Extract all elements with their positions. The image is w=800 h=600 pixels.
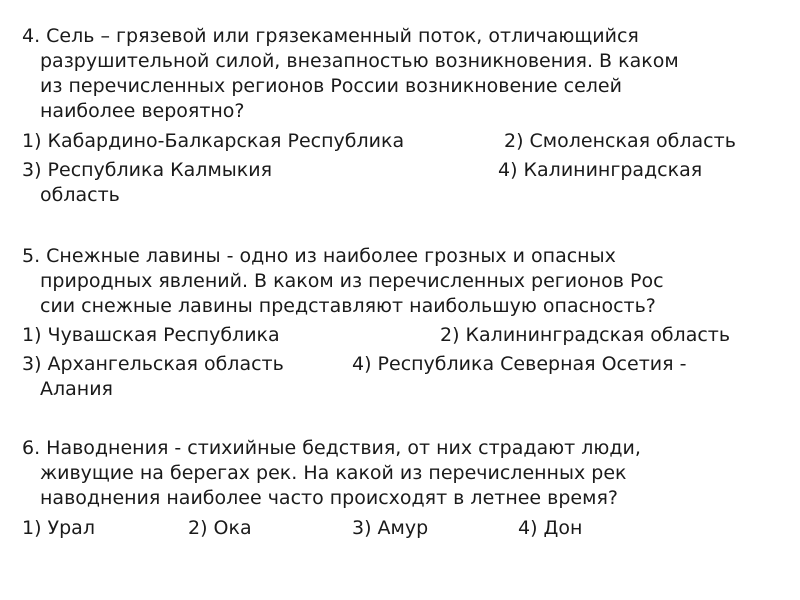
question-5-line-1: 5. Снежные лавины - одно из наиболее грозных и опасных — [22, 245, 616, 267]
question-4-option-2: 2) Смоленская область — [504, 130, 736, 152]
question-4-option-3: 3) Республика Калмыкия — [22, 159, 273, 181]
question-6-options-row — [22, 516, 782, 541]
question-5-line-3: сии снежные лавины представляют наибольшую опасность? — [40, 295, 656, 317]
question-5-text — [22, 244, 782, 319]
question-6-option-2: 2) Ока — [188, 517, 252, 539]
question-4-line-1: 4. Сель – грязевой или грязекаменный поток, отличающийся — [22, 25, 639, 47]
question-4-text — [22, 24, 782, 124]
question-4-option-4-wrap: область — [40, 184, 120, 206]
question-4-options-row-1 — [22, 129, 782, 154]
question-4-options-row-2 — [22, 158, 782, 183]
question-6-line-3: наводнения наиболее часто происходят в летнее время? — [40, 487, 618, 509]
question-6-line-2: живущие на берегах рек. На какой из перечисленных рек — [40, 462, 627, 484]
question-5-options-row-2 — [22, 352, 782, 377]
question-6-line-1: 6. Наводнения - стихийные бедствия, от них страдают люди, — [22, 437, 641, 459]
question-4-line-4: наиболее вероятно? — [40, 100, 245, 122]
question-6-text — [22, 436, 782, 511]
question-6-option-4: 4) Дон — [518, 517, 583, 539]
question-4-line-3: из перечисленных регионов России возникновение селей — [40, 75, 622, 97]
question-5-option-3: 3) Архангельская область — [22, 353, 284, 375]
question-6-option-3: 3) Амур — [352, 517, 429, 539]
question-5-line-2: природных явлений. В каком из перечисленных регионов Рос — [40, 270, 664, 292]
question-4-option-1: 1) Кабардино-Балкарская Республика — [22, 130, 405, 152]
question-5-option-1: 1) Чувашская Республика — [22, 324, 280, 346]
question-5-option-4: 4) Республика Северная Осетия - — [352, 353, 687, 375]
question-6-option-1: 1) Урал — [22, 517, 95, 539]
question-4-option-4: 4) Калининградская — [498, 159, 703, 181]
question-5-option-2: 2) Калининградская область — [440, 324, 731, 346]
question-5-option-4-wrap: Алания — [40, 378, 113, 400]
question-5-options-row-1 — [22, 323, 782, 348]
question-4-line-2: разрушительной силой, внезапностью возникновения. В каком — [40, 50, 679, 72]
